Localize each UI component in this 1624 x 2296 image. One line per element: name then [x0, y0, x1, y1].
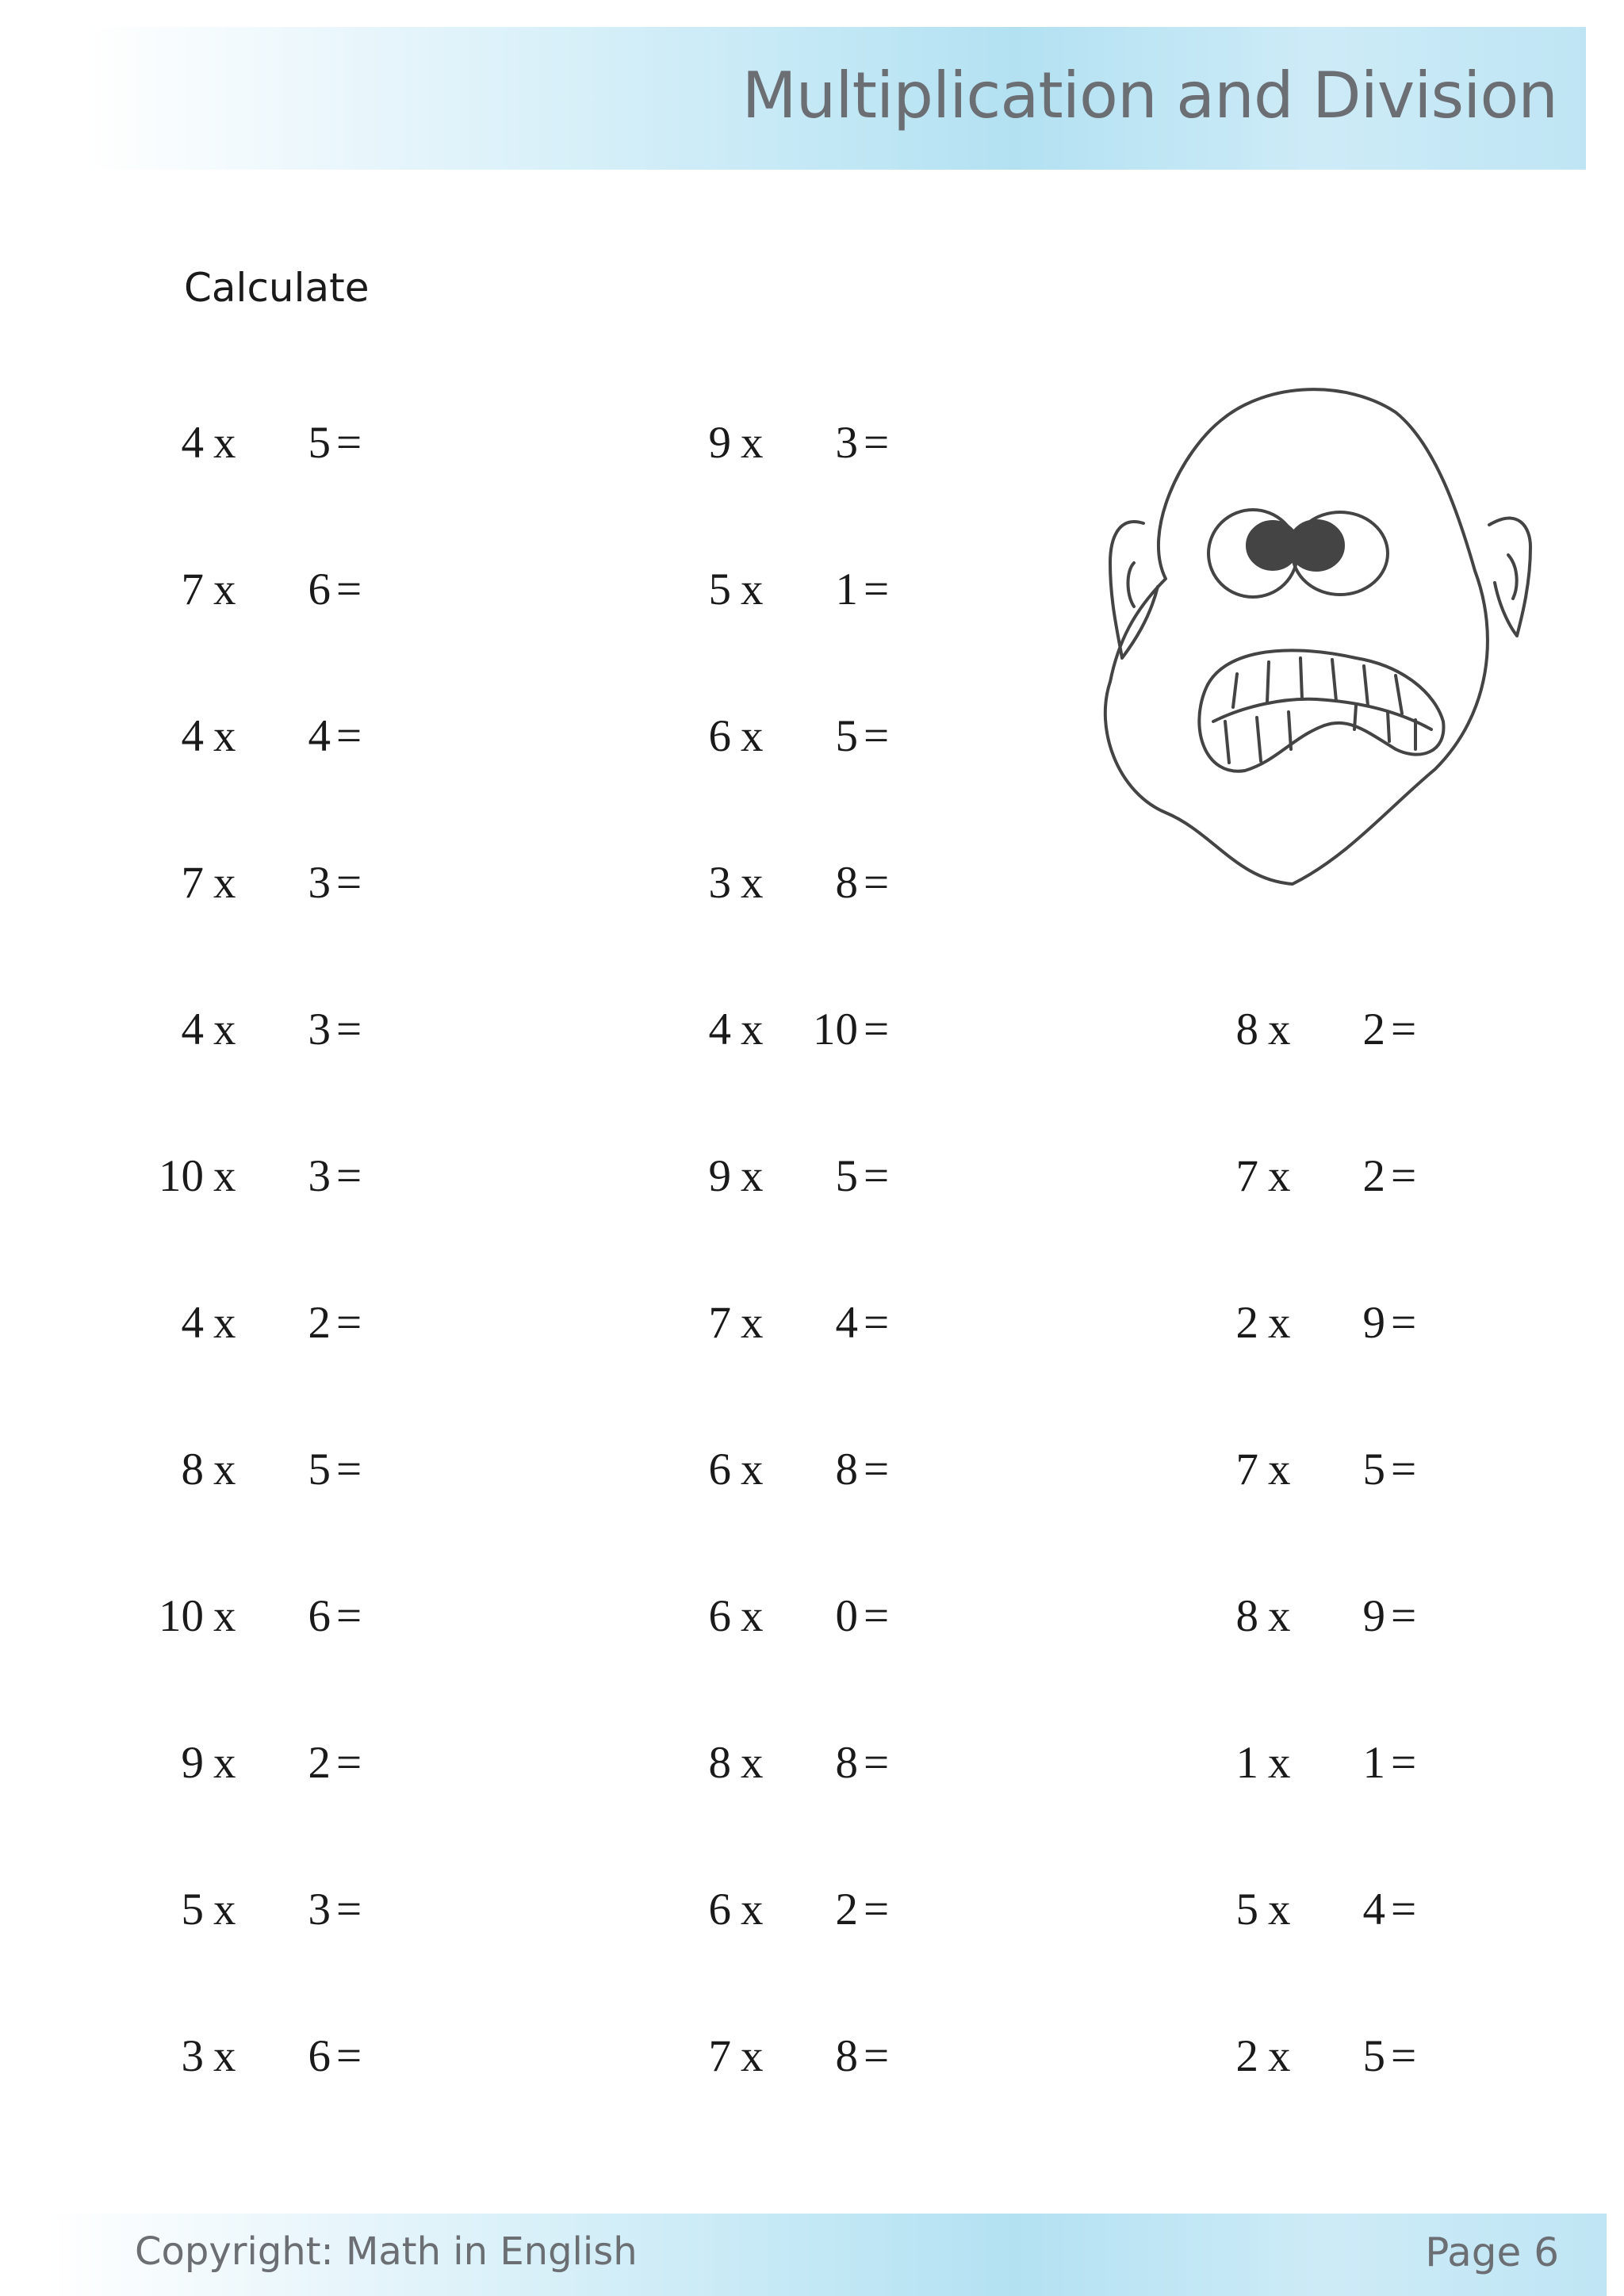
- operator: x: [1268, 1885, 1291, 1934]
- math-problem: [662, 1590, 979, 1654]
- operand-b: 4: [1362, 1885, 1385, 1934]
- operator: x: [1268, 1738, 1291, 1788]
- operand-b: 8: [835, 858, 858, 908]
- page-number: Page 6: [1425, 2229, 1559, 2275]
- right-pupil: [1289, 521, 1343, 570]
- operator: x: [741, 2031, 764, 2081]
- operator: x: [213, 1004, 236, 1054]
- operator: x: [1268, 1445, 1291, 1494]
- operand-a: 3: [708, 858, 731, 908]
- math-problem: [1189, 1884, 1507, 1947]
- operand-b: 2: [1362, 1151, 1385, 1201]
- equals-sign: =: [864, 1151, 890, 1201]
- equals-sign: =: [336, 1298, 362, 1348]
- math-problem: [135, 1590, 452, 1654]
- operand-b: 8: [835, 1738, 858, 1788]
- operator: x: [741, 858, 764, 908]
- equals-sign: =: [336, 564, 362, 614]
- operand-a: 1: [1235, 1738, 1258, 1788]
- operator: x: [741, 1591, 764, 1641]
- equals-sign: =: [1391, 1151, 1417, 1201]
- operand-a: 4: [181, 711, 204, 761]
- operator: x: [213, 1298, 236, 1348]
- operand-b: 9: [1362, 1591, 1385, 1641]
- equals-sign: =: [336, 1885, 362, 1934]
- math-problem: [1189, 1150, 1507, 1214]
- equals-sign: =: [336, 711, 362, 761]
- operand-a: 6: [708, 1591, 731, 1641]
- math-problem: [135, 417, 452, 480]
- math-problem: [135, 1004, 452, 1067]
- operand-a: 5: [181, 1885, 204, 1934]
- math-problem: [135, 710, 452, 774]
- equals-sign: =: [336, 1151, 362, 1201]
- equals-sign: =: [336, 858, 362, 908]
- math-problem: [662, 1004, 979, 1067]
- operator: x: [213, 1591, 236, 1641]
- equals-sign: =: [336, 1004, 362, 1054]
- operand-a: 8: [1235, 1004, 1258, 1054]
- operator: x: [741, 1445, 764, 1494]
- operand-b: 10: [813, 1004, 858, 1054]
- copyright-text: Copyright: Math in English: [135, 2229, 638, 2274]
- operand-b: 4: [835, 1298, 858, 1348]
- math-problem: [662, 2030, 979, 2094]
- right-ear: [1489, 519, 1530, 636]
- operand-b: 3: [835, 418, 858, 468]
- operand-b: 9: [1362, 1298, 1385, 1348]
- equals-sign: =: [864, 1298, 890, 1348]
- math-problem: [662, 1737, 979, 1800]
- operator: x: [213, 711, 236, 761]
- operand-a: 6: [708, 1445, 731, 1494]
- equals-sign: =: [1391, 1591, 1417, 1641]
- operand-a: 8: [1235, 1591, 1258, 1641]
- operand-b: 8: [835, 1445, 858, 1494]
- operator: x: [741, 418, 764, 468]
- operand-b: 2: [835, 1885, 858, 1934]
- cartoon-head-icon: [1094, 381, 1554, 888]
- equals-sign: =: [1391, 1738, 1417, 1788]
- math-problem: [662, 1150, 979, 1214]
- operand-a: 7: [708, 2031, 731, 2081]
- operand-a: 6: [708, 1885, 731, 1934]
- operand-b: 4: [308, 711, 331, 761]
- operand-a: 7: [181, 858, 204, 908]
- equals-sign: =: [864, 418, 890, 468]
- operand-a: 8: [181, 1445, 204, 1494]
- operand-b: 5: [308, 418, 331, 468]
- math-problem: [135, 564, 452, 627]
- operand-a: 7: [1235, 1445, 1258, 1494]
- operand-b: 3: [308, 1151, 331, 1201]
- left-ear: [1110, 522, 1158, 658]
- operand-a: 9: [708, 1151, 731, 1201]
- operator: x: [213, 1445, 236, 1494]
- footer-band: [48, 2214, 1607, 2296]
- math-problem: [1189, 2030, 1507, 2094]
- operator: x: [213, 1885, 236, 1934]
- equals-sign: =: [864, 1885, 890, 1934]
- operand-a: 3: [181, 2031, 204, 2081]
- operand-a: 5: [708, 564, 731, 614]
- equals-sign: =: [864, 2031, 890, 2081]
- operand-b: 2: [308, 1738, 331, 1788]
- operand-b: 6: [308, 2031, 331, 2081]
- equals-sign: =: [1391, 1885, 1417, 1934]
- operand-a: 10: [159, 1591, 204, 1641]
- operator: x: [741, 1885, 764, 1934]
- equals-sign: =: [864, 1591, 890, 1641]
- operator: x: [213, 1738, 236, 1788]
- math-problem: [1189, 1737, 1507, 1800]
- math-problem: [662, 417, 979, 480]
- operand-a: 10: [159, 1151, 204, 1201]
- operand-a: 4: [181, 1298, 204, 1348]
- equals-sign: =: [864, 711, 890, 761]
- math-problem: [135, 1884, 452, 1947]
- equals-sign: =: [336, 1445, 362, 1494]
- operator: x: [741, 711, 764, 761]
- operator: x: [213, 1151, 236, 1201]
- head-outline: [1105, 389, 1488, 884]
- math-problem: [135, 1150, 452, 1214]
- math-problem: [662, 710, 979, 774]
- operand-a: 8: [708, 1738, 731, 1788]
- math-problem: [135, 857, 452, 920]
- operand-a: 4: [181, 418, 204, 468]
- operand-b: 3: [308, 1885, 331, 1934]
- operator: x: [1268, 1591, 1291, 1641]
- operand-b: 1: [1362, 1738, 1385, 1788]
- operator: x: [213, 858, 236, 908]
- operator: x: [1268, 1151, 1291, 1201]
- equals-sign: =: [336, 1591, 362, 1641]
- operand-b: 5: [835, 1151, 858, 1201]
- math-problem: [1189, 1444, 1507, 1507]
- operand-b: 1: [835, 564, 858, 614]
- operator: x: [741, 1738, 764, 1788]
- operand-a: 7: [181, 564, 204, 614]
- operand-a: 7: [1235, 1151, 1258, 1201]
- math-problem: [135, 2030, 452, 2094]
- operand-b: 5: [835, 711, 858, 761]
- equals-sign: =: [864, 858, 890, 908]
- equals-sign: =: [864, 564, 890, 614]
- operand-b: 8: [835, 2031, 858, 2081]
- operand-a: 9: [181, 1738, 204, 1788]
- equals-sign: =: [864, 1738, 890, 1788]
- math-problem: [662, 564, 979, 627]
- operand-b: 2: [308, 1298, 331, 1348]
- operand-b: 5: [1362, 2031, 1385, 2081]
- operand-a: 5: [1235, 1885, 1258, 1934]
- operand-a: 2: [1235, 2031, 1258, 2081]
- operand-a: 2: [1235, 1298, 1258, 1348]
- equals-sign: =: [864, 1445, 890, 1494]
- operand-a: 7: [708, 1298, 731, 1348]
- page-title: Multiplication and Division: [741, 59, 1557, 132]
- operand-b: 6: [308, 1591, 331, 1641]
- operand-a: 4: [181, 1004, 204, 1054]
- operator: x: [213, 418, 236, 468]
- operand-b: 0: [835, 1591, 858, 1641]
- operator: x: [741, 1151, 764, 1201]
- equals-sign: =: [1391, 1004, 1417, 1054]
- operand-b: 6: [308, 564, 331, 614]
- operand-b: 3: [308, 858, 331, 908]
- math-problem: [135, 1297, 452, 1360]
- operator: x: [1268, 1004, 1291, 1054]
- equals-sign: =: [864, 1004, 890, 1054]
- math-problem: [1189, 1590, 1507, 1654]
- operator: x: [1268, 1298, 1291, 1348]
- instruction-label: Calculate: [184, 265, 370, 311]
- operand-a: 6: [708, 711, 731, 761]
- math-problem: [662, 1297, 979, 1360]
- operand-a: 9: [708, 418, 731, 468]
- operator: x: [213, 2031, 236, 2081]
- equals-sign: =: [336, 418, 362, 468]
- operator: x: [741, 1298, 764, 1348]
- operand-b: 2: [1362, 1004, 1385, 1054]
- header-band: [86, 27, 1586, 170]
- operator: x: [1268, 2031, 1291, 2081]
- equals-sign: =: [1391, 2031, 1417, 2081]
- equals-sign: =: [336, 2031, 362, 2081]
- operand-b: 5: [308, 1445, 331, 1494]
- math-problem: [135, 1444, 452, 1507]
- operator: x: [741, 564, 764, 614]
- operator: x: [213, 564, 236, 614]
- operator: x: [741, 1004, 764, 1054]
- operand-b: 5: [1362, 1445, 1385, 1494]
- math-problem: [662, 1884, 979, 1947]
- math-problem: [662, 1444, 979, 1507]
- operand-a: 4: [708, 1004, 731, 1054]
- equals-sign: =: [1391, 1298, 1417, 1348]
- math-problem: [1189, 1004, 1507, 1067]
- operand-b: 3: [308, 1004, 331, 1054]
- equals-sign: =: [1391, 1445, 1417, 1494]
- math-problem: [135, 1737, 452, 1800]
- math-problem: [662, 857, 979, 920]
- equals-sign: =: [336, 1738, 362, 1788]
- math-problem: [1189, 1297, 1507, 1360]
